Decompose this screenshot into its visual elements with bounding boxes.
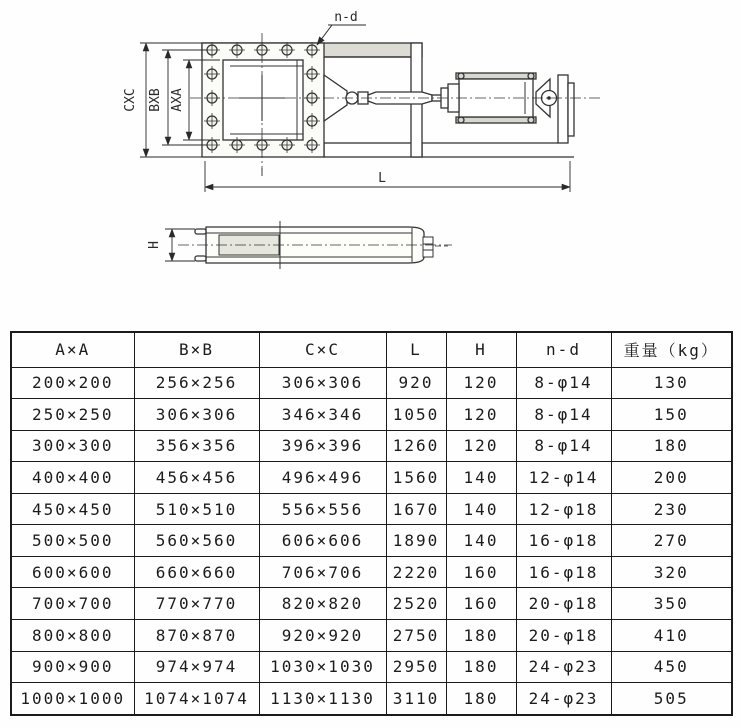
table-cell: 2950 [386, 651, 446, 683]
table-cell: 400×400 [11, 462, 134, 494]
table-cell: 920 [386, 367, 446, 399]
table-cell: 320 [611, 556, 732, 588]
dimension-length [205, 161, 570, 192]
table-cell: 1670 [386, 493, 446, 525]
table-cell: 1130×1130 [259, 683, 386, 715]
technical-drawing [0, 0, 741, 315]
table-cell: 456×456 [134, 462, 259, 494]
table-cell: 12-φ18 [516, 493, 611, 525]
table-cell: 3110 [386, 683, 446, 715]
table-cell: 346×346 [259, 399, 386, 431]
table-row [11, 399, 732, 431]
flange-opening [223, 60, 303, 140]
table-cell: 410 [611, 620, 732, 652]
table-cell: 270 [611, 525, 732, 557]
table-cell: 160 [446, 588, 516, 620]
table-cell: 8-φ14 [516, 399, 611, 431]
table-cell: 120 [446, 430, 516, 462]
table-cell: 180 [446, 651, 516, 683]
header-bxb: B×B [134, 332, 259, 367]
table-cell: 24-φ23 [516, 651, 611, 683]
table-row [11, 367, 732, 399]
table-cell: 24-φ23 [516, 683, 611, 715]
table-cell: 8-φ14 [516, 430, 611, 462]
table-cell: 306×306 [134, 399, 259, 431]
dimension-table [10, 331, 733, 716]
table-cell: 1000×1000 [11, 683, 134, 715]
table-cell: 20-φ18 [516, 620, 611, 652]
table-cell: 600×600 [11, 556, 134, 588]
table-cell: 250×250 [11, 399, 134, 431]
table-cell: 500×500 [11, 525, 134, 557]
table-header-row [11, 332, 732, 367]
table-cell: 180 [611, 430, 732, 462]
table-row [11, 493, 732, 525]
header-cxc: C×C [259, 332, 386, 367]
table-cell: 505 [611, 683, 732, 715]
hole-callout [317, 10, 366, 45]
dim-label-cxc: CXC [123, 88, 138, 112]
table-row [11, 430, 732, 462]
table-row [11, 651, 732, 683]
table-cell: 180 [446, 683, 516, 715]
header-weight: 重量（kg） [611, 332, 732, 367]
table-cell: 450 [611, 651, 732, 683]
table-cell: 130 [611, 367, 732, 399]
table-cell: 770×770 [134, 588, 259, 620]
table-cell: 1030×1030 [259, 651, 386, 683]
table-cell: 1050 [386, 399, 446, 431]
dim-label-h: H [147, 241, 162, 249]
table-row [11, 620, 732, 652]
table-cell: 1890 [386, 525, 446, 557]
table-cell: 496×496 [259, 462, 386, 494]
table-cell: 356×356 [134, 430, 259, 462]
table-cell: 1074×1074 [134, 683, 259, 715]
table-cell: 140 [446, 493, 516, 525]
dim-label-bxb: BXB [148, 88, 163, 112]
table-cell: 920×920 [259, 620, 386, 652]
table-cell: 150 [611, 399, 732, 431]
table-cell: 1560 [386, 462, 446, 494]
table-cell: 1260 [386, 430, 446, 462]
table-cell: 2520 [386, 588, 446, 620]
end-plate [558, 75, 568, 143]
table-cell: 120 [446, 367, 516, 399]
table-cell: 2750 [386, 620, 446, 652]
table-cell: 900×900 [11, 651, 134, 683]
top-view [190, 33, 600, 170]
table-cell: 256×256 [134, 367, 259, 399]
table-cell: 230 [611, 493, 732, 525]
table-cell: 606×606 [259, 525, 386, 557]
table-cell: 450×450 [11, 493, 134, 525]
table-cell: 2220 [386, 556, 446, 588]
table-cell: 8-φ14 [516, 367, 611, 399]
table-row [11, 556, 732, 588]
table-cell: 800×800 [11, 620, 134, 652]
table-cell: 140 [446, 462, 516, 494]
table-row [11, 588, 732, 620]
dim-label-axa: AXA [170, 88, 185, 112]
table-cell: 16-φ18 [516, 556, 611, 588]
table-cell: 396×396 [259, 430, 386, 462]
table-cell: 200 [611, 462, 732, 494]
header-nd: n-d [516, 332, 611, 367]
table-cell: 510×510 [134, 493, 259, 525]
side-clevis [423, 237, 448, 257]
table-cell: 20-φ18 [516, 588, 611, 620]
header-axa: A×A [11, 332, 134, 367]
table-cell: 306×306 [259, 367, 386, 399]
table-cell: 820×820 [259, 588, 386, 620]
table-cell: 700×700 [11, 588, 134, 620]
table-cell: 974×974 [134, 651, 259, 683]
table-cell: 120 [446, 399, 516, 431]
table-body [11, 367, 732, 715]
table-row [11, 683, 732, 715]
side-view [178, 221, 452, 269]
header-l: L [386, 332, 446, 367]
table-cell: 560×560 [134, 525, 259, 557]
table-cell: 12-φ14 [516, 462, 611, 494]
table-cell: 660×660 [134, 556, 259, 588]
table-cell: 300×300 [11, 430, 134, 462]
table-cell: 556×556 [259, 493, 386, 525]
hole-callout-label: n-d [334, 10, 358, 25]
dim-label-l: L [378, 171, 386, 186]
table-cell: 160 [446, 556, 516, 588]
table-cell: 16-φ18 [516, 525, 611, 557]
table-cell: 200×200 [11, 367, 134, 399]
table-cell: 140 [446, 525, 516, 557]
table-row [11, 525, 732, 557]
table-cell: 870×870 [134, 620, 259, 652]
table-row [11, 462, 732, 494]
table-cell: 350 [611, 588, 732, 620]
table-cell: 706×706 [259, 556, 386, 588]
table-cell: 180 [446, 620, 516, 652]
header-h: H [446, 332, 516, 367]
